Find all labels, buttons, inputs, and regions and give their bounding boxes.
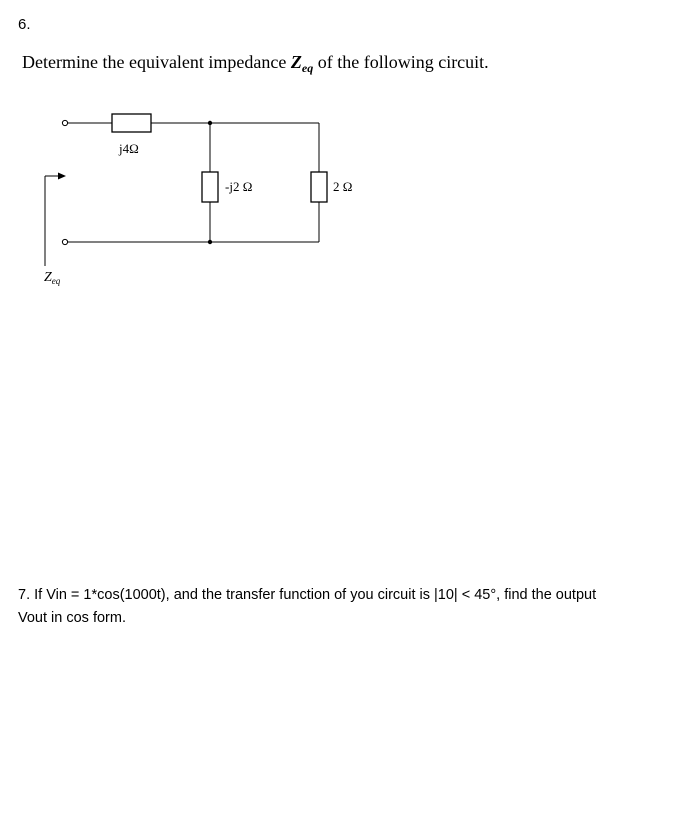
question-7-line-1: 7. If Vin = 1*cos(1000t), and the transfer function of you circuit is |10| < 45°, find the output xyxy=(18,587,597,603)
shunt1-impedance-box xyxy=(202,172,218,202)
zeq-arrow-head-icon xyxy=(58,173,66,180)
series-impedance-label: j4Ω xyxy=(119,141,139,156)
question-7 xyxy=(18,584,658,630)
shunt2-impedance-box xyxy=(311,172,327,202)
prompt-text-before: Determine the equivalent impedance xyxy=(22,52,291,72)
zeq-label-main: Z xyxy=(44,270,52,285)
zeq-variable-subscript: eq xyxy=(301,61,314,75)
series-impedance-box xyxy=(112,114,151,132)
terminal-top xyxy=(62,120,67,125)
prompt-text-after: of the following circuit. xyxy=(313,52,489,72)
zeq-variable: Z xyxy=(290,52,302,72)
terminal-bottom xyxy=(62,239,67,244)
zeq-terminal-label xyxy=(44,270,60,286)
question-7-line-2: Vout in cos form. xyxy=(18,610,126,626)
shunt1-impedance-label: -j2 Ω xyxy=(225,179,253,194)
junction-dot-top xyxy=(208,121,212,125)
junction-dot-bottom xyxy=(208,240,212,244)
shunt2-impedance-label: 2 Ω xyxy=(333,179,353,194)
question-6-number: 6. xyxy=(18,16,31,33)
zeq-label-subscript: eq xyxy=(51,276,61,286)
